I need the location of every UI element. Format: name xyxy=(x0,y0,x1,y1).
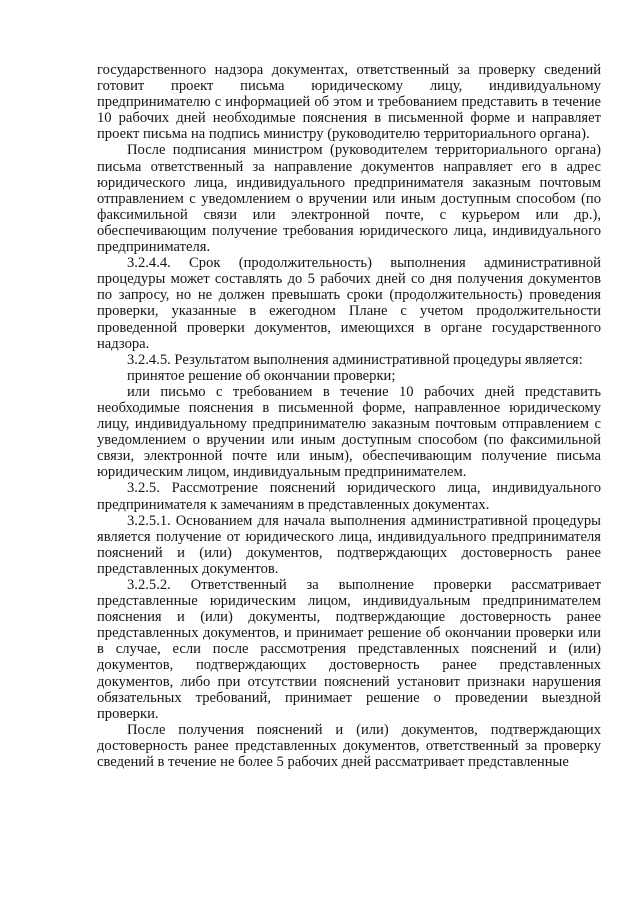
paragraph-3-2-4-5: 3.2.4.5. Результатом выполнения административной процедуры является: xyxy=(127,351,583,368)
paragraph-3-2-5: 3.2.5. Рассмотрение пояснений юридического лица, индивидуального предпринимателя к замечаниям в представленных документах. xyxy=(97,480,601,513)
paragraph-continuation: государственного надзора документах, ответственный за проверку сведений готовит проект письма юридическому лицу, индивидуальному предпринимателю с информацией об этом и требованием представить в течение 10 рабочих дней необходимые пояснения в письменной форме и направляет проект письма на подпись министру (руководителю территориального органа). xyxy=(97,62,601,143)
paragraph-3-2-5-2: 3.2.5.2. Ответственный за выполнение проверки рассматривает представленные юридическим лицом, индивидуальным предпринимателем пояснения и (или) документы, подтверждающие достоверность ранее представленных документов, и принимает решение об окончании проверки или в случае, если после рассмотрения представленных пояснений и (или) документов, подтверждающих достоверность ранее представленных документов, либо при отсутствии пояснений установит признаки нарушения обязательных требований, принимает решение о проведении выездной проверки. xyxy=(97,577,601,722)
document-body xyxy=(97,62,601,770)
paragraph-signing: После подписания министром (руководителем территориального органа) письма ответственный за направление документов направляет его в адрес юридического лица, индивидуального предпринимателя заказным почтовым отправлением с уведомлением о вручении или иным доступным способом (по факсимильной связи или электронной почте, с курьером или др.), обеспечивающим получение требования юридического лица, индивидуального предпринимателя. xyxy=(97,142,601,256)
paragraph-3-2-4-4: 3.2.4.4. Срок (продолжительность) выполнения административной процедуры может составлять до 5 рабочих дней со дня получения документов по запросу, но не должен превышать сроки (продолжительность) проведения проверки, указанные в ежегодном Плане с учетом продолжительности проведенной проверки документов, имеющихся в органе государственного надзора. xyxy=(97,255,601,352)
paragraph-decision: принятое решение об окончании проверки; xyxy=(127,367,396,384)
paragraph-letter: или письмо с требованием в течение 10 рабочих дней представить необходимые пояснения в письменной форме, направленное юридическому лицу, индивидуальному предпринимателю заказным почтовым отправлением с уведомлением о вручении или иным доступным способом (по факсимильной связи, электронной почте или иным), обеспечивающим получение письма юридическим лицом, индивидуальным предпринимателем. xyxy=(97,383,601,481)
paragraph-3-2-5-1: 3.2.5.1. Основанием для начала выполнения административной процедуры является получение от юридического лица, индивидуального предпринимателя пояснений и (или) документов, подтверждающих достоверность ранее представленных документов. xyxy=(97,512,601,577)
paragraph-after-receipt: После получения пояснений и (или) документов, подтверждающих достоверность ранее представленных документов, ответственный за проверку сведений в течение не более 5 рабочих дней рассматривает представленные xyxy=(97,721,601,771)
